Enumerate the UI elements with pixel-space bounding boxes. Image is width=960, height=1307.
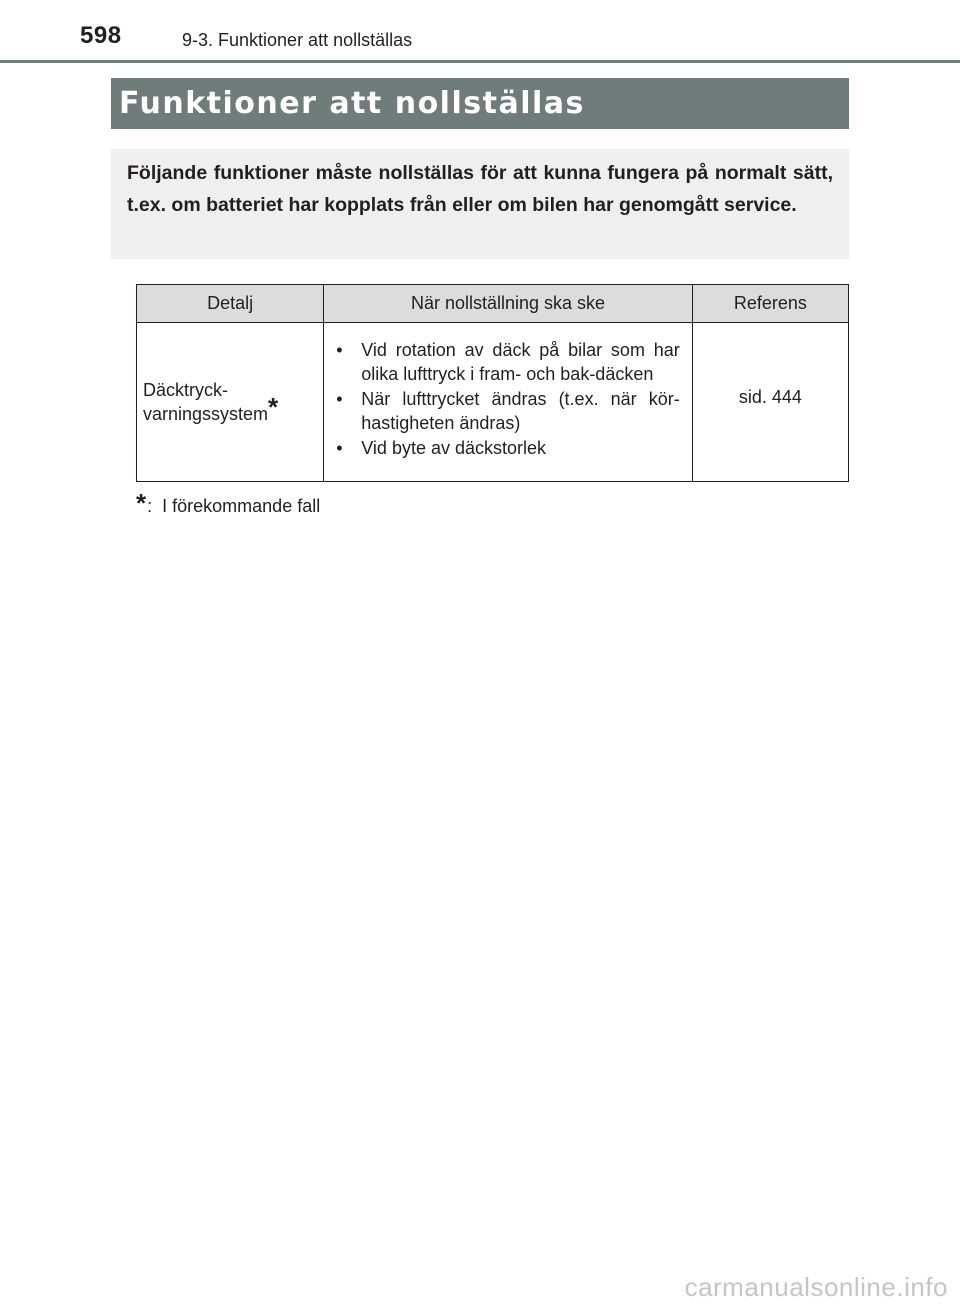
detail-line-2: varningssystem [143, 404, 269, 424]
footnote-separator: : [147, 496, 153, 516]
list-item-text: Vid byte av däckstorlek [361, 437, 547, 458]
intro-box [111, 149, 849, 259]
detail-line-1: Däcktryck- [143, 380, 228, 400]
asterisk-mark: * [268, 392, 279, 422]
list-item [336, 387, 680, 436]
footnote-text: I förekommande fall [162, 496, 321, 516]
list-item-text: Vid rotation av däck på bilar som har olika lufttryck i fram- och bak-däcken [361, 339, 680, 385]
header-rule [0, 60, 960, 63]
page-number: 598 [80, 22, 122, 49]
cell-detail [137, 323, 324, 482]
list-item [336, 338, 680, 387]
table-header-row [137, 285, 849, 323]
list-item [336, 436, 680, 461]
bullet-icon: • [336, 339, 343, 360]
column-header-when: När nollställning ska ske [324, 285, 693, 323]
cell-when [324, 323, 693, 482]
bullet-icon: • [336, 437, 343, 458]
intro-text: Följande funktioner måste nollställas för att kunna fungera på normalt sätt, t.ex. om batteriet har kopplats från eller om bilen har genomgått service. [127, 162, 833, 216]
reset-functions-table [136, 284, 849, 482]
column-header-reference: Referens [692, 285, 848, 323]
column-header-detail: Detalj [137, 285, 324, 323]
bullet-icon: • [336, 388, 343, 409]
section-title: Funktioner att nollställas [119, 86, 585, 121]
list-item-text: När lufttrycket ändras (t.ex. när kör-hastigheten ändras) [361, 388, 680, 434]
table-row [137, 323, 849, 482]
section-title-bar [111, 78, 849, 129]
running-header: 9-3. Funktioner att nollställas [182, 30, 413, 50]
footnote-mark: * [136, 488, 147, 518]
when-list [336, 338, 680, 461]
footnote [136, 490, 320, 517]
cell-reference: sid. 444 [692, 323, 848, 482]
watermark: carmanualsonline.info [684, 1272, 948, 1302]
